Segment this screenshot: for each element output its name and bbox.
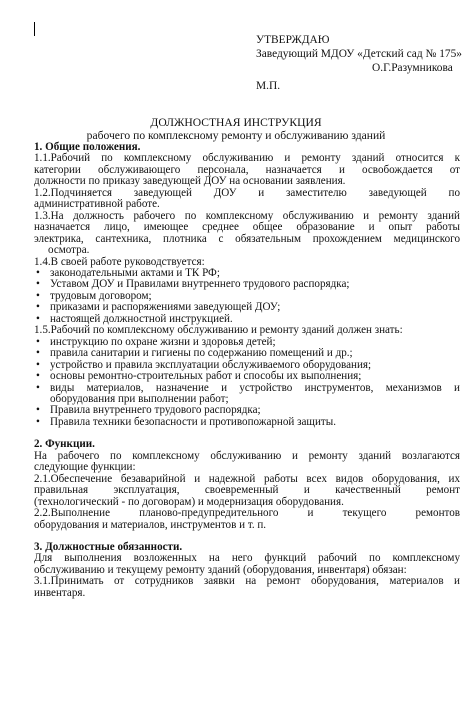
section-1-heading: 1. Общие положения. (34, 141, 141, 153)
paragraph-1-2-line: административной работе. (34, 198, 160, 211)
section-3-intro-line: обслуживанию и текущему ремонту зданий (оборудования, инвентаря) обязан: (34, 563, 407, 576)
list-item: • виды материалов, назначение и устройство инструментов, механизмов и оборудования при выполнении работ; (36, 381, 460, 405)
paragraph-1-1-line: категории обслуживающего персонала, назначается и освобождается от (34, 163, 460, 176)
document-body (34, 142, 460, 599)
paragraph-1-5: 1.5.Рабочий по комплексному обслуживанию и ремонту зданий должен знать: (34, 324, 403, 337)
bullet-icon: • (36, 358, 40, 371)
bullet-icon: • (36, 278, 40, 291)
list-item: • инструкцию по охране жизни и здоровья детей; (36, 335, 276, 348)
spacer (34, 428, 460, 439)
guidance-list (34, 268, 460, 325)
bullet-icon: • (36, 289, 40, 302)
paragraph-2-1-line: (технологический - по договорам) и модернизация оборудования. (34, 495, 344, 508)
list-item: • Правила внутреннего трудового распорядка; (36, 404, 261, 417)
list-item: • Правила техники безопасности и противопожарной защиты. (36, 415, 336, 428)
paragraph-2-1-line: правильная эксплуатация, своевременный и качественный ремонт (34, 484, 460, 497)
list-item: • Уставом ДОУ и Правилами внутреннего трудового распорядка; (36, 278, 350, 291)
approval-heading: УТВЕРЖДАЮ (256, 34, 330, 46)
bullet-icon: • (36, 266, 40, 279)
document-subtitle: рабочего по комплексному ремонту и обслуживанию зданий (86, 129, 386, 142)
approval-position: Заведующий МДОУ «Детский сад № 175» (256, 48, 462, 60)
approval-signatory: О.Г.Разумникова (372, 62, 453, 74)
list-item: • устройство и правила эксплуатации обслуживаемого оборудования; (36, 358, 372, 371)
paragraph-3-1-line: инвентаря. (34, 586, 86, 599)
list-item: • настоящей должностной инструкцией. (36, 312, 233, 325)
bullet-icon: • (36, 415, 40, 428)
paragraph-1-3-line: назначается лицо, имеющее среднее общее образование и опыт работы (34, 221, 460, 234)
paragraph-1-3-line: осмотра. (48, 244, 90, 257)
bullet-icon: • (36, 347, 40, 360)
bullet-icon: • (36, 312, 40, 325)
paragraph-1-1-line: должности по приказу заведующей ДОУ на основании заявления. (34, 175, 346, 188)
text-cursor (34, 22, 35, 36)
section-3-heading: 3. Должностные обязанности. (34, 540, 183, 553)
paragraph-1-3-line: электрика, сантехника, плотника с обязательным прохождением медицинского (34, 232, 460, 245)
paragraph-1-4: 1.4.В своей работе руководствуется: (34, 255, 205, 268)
bullet-icon: • (36, 301, 40, 314)
approval-stamp-place: М.П. (256, 80, 281, 92)
paragraph-2-2-line: 2.2.Выполнение планово-предупредительного и текущего ремонтов (34, 507, 460, 520)
list-item: • приказами и распоряжениями заведующей ДОУ; (36, 301, 281, 314)
paragraph-1-1-line: 1.1.Рабочий по комплексному обслуживанию и ремонту зданий относится к (34, 152, 460, 165)
paragraph-3-1-line: 3.1.Принимать от сотрудников заявки на ремонт оборудования, материалов и (34, 575, 460, 588)
list-item: • правила санитарии и гигиены по содержанию помещений и др.; (36, 347, 353, 360)
section-2-intro-line: следующие функции: (34, 461, 136, 474)
section-3-intro-line: Для выполнения возложенных на него функций рабочий по комплексному (34, 552, 460, 565)
paragraph-2-2-line: оборудования и материалов, инструментов и т. п. (34, 518, 267, 531)
section-2-heading: 2. Функции. (34, 438, 95, 451)
bullet-icon: • (36, 370, 40, 383)
bullet-icon: • (36, 335, 40, 348)
knowledge-list (34, 337, 460, 429)
list-item: • трудовым договором; (36, 289, 152, 302)
document-title: ДОЛЖНОСТНАЯ ИНСТРУКЦИЯ (150, 116, 322, 129)
approval-block (256, 33, 468, 93)
section-2-intro-line: На рабочего по комплексному обслуживанию и ремонту зданий возлагаются (34, 449, 460, 462)
list-item: • основы ремонтно-строительных работ и способы их выполнения; (36, 370, 362, 383)
list-item: • законодательными актами и ТК РФ; (36, 266, 220, 279)
paragraph-2-1-line: 2.1.Обеспечение безаварийной и надежной работы всех видов оборудования, их (34, 472, 460, 485)
bullet-icon: • (36, 381, 40, 394)
paragraph-1-2-line: 1.2.Подчиняется заведующей ДОУ и заместителю заведующей по (34, 186, 460, 199)
paragraph-1-3-line: 1.3.На должность рабочего по комплексному обслуживанию и ремонту зданий (34, 209, 460, 222)
bullet-icon: • (36, 404, 40, 417)
